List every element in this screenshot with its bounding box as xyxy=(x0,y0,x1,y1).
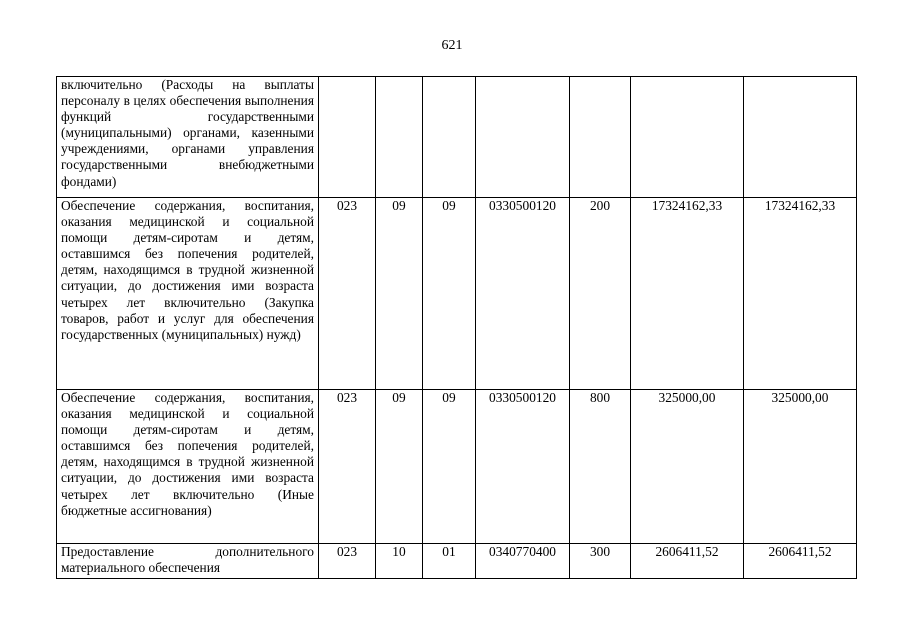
ministry-code-cell: 023 xyxy=(319,544,376,579)
amount-year-1-cell: 2606411,52 xyxy=(631,544,744,579)
amount-year-1-cell: 17324162,33 xyxy=(631,198,744,390)
table-row xyxy=(57,77,857,198)
amount-year-1-cell: 325000,00 xyxy=(631,390,744,544)
section-code-cell: 10 xyxy=(376,544,423,579)
ministry-code-cell: 023 xyxy=(319,198,376,390)
expense-type-cell: 300 xyxy=(570,544,631,579)
amount-year-2-cell: 325000,00 xyxy=(744,390,857,544)
description-cell: Обеспечение содержания, воспитания, оказания медицинской и социальной помощи детям-сиротам и детям, оставшимся без попечения родителей, детям, находящимся в трудной жизненной ситуации, до достижения ими возраста четырех лет включительно (Иные бюджетные ассигнования) xyxy=(57,390,319,544)
subsection-code-cell: 01 xyxy=(423,544,476,579)
table-row xyxy=(57,198,857,390)
ministry-code-cell xyxy=(319,77,376,198)
table-row xyxy=(57,390,857,544)
amount-year-1-cell xyxy=(631,77,744,198)
amount-year-2-cell xyxy=(744,77,857,198)
expense-type-cell: 800 xyxy=(570,390,631,544)
section-code-cell xyxy=(376,77,423,198)
target-article-cell xyxy=(476,77,570,198)
subsection-code-cell: 09 xyxy=(423,390,476,544)
ministry-code-cell: 023 xyxy=(319,390,376,544)
description-cell: Обеспечение содержания, воспитания, оказания медицинской и социальной помощи детям-сиротам и детям, оставшимся без попечения родителей, детям, находящимся в трудной жизненной ситуации, до достижения ими возраста четырех лет включительно (Закупка товаров, работ и услуг для обеспечения государственных (муниципальных) нужд) xyxy=(57,198,319,390)
amount-year-2-cell: 17324162,33 xyxy=(744,198,857,390)
amount-year-2-cell: 2606411,52 xyxy=(744,544,857,579)
description-cell: включительно (Расходы на выплаты персоналу в целях обеспечения выполнения функций государственными (муниципальными) органами, казенными учреждениями, органами управления государственными внебюджетными фондами) xyxy=(57,77,319,198)
expense-type-cell xyxy=(570,77,631,198)
expense-type-cell: 200 xyxy=(570,198,631,390)
subsection-code-cell xyxy=(423,77,476,198)
target-article-cell: 0340770400 xyxy=(476,544,570,579)
target-article-cell: 0330500120 xyxy=(476,390,570,544)
target-article-cell: 0330500120 xyxy=(476,198,570,390)
page-number: 621 xyxy=(441,38,463,53)
description-cell: Предоставление дополнительного материального обеспечения xyxy=(57,544,319,579)
table-row xyxy=(57,544,857,579)
section-code-cell: 09 xyxy=(376,198,423,390)
budget-table xyxy=(56,76,857,579)
subsection-code-cell: 09 xyxy=(423,198,476,390)
section-code-cell: 09 xyxy=(376,390,423,544)
